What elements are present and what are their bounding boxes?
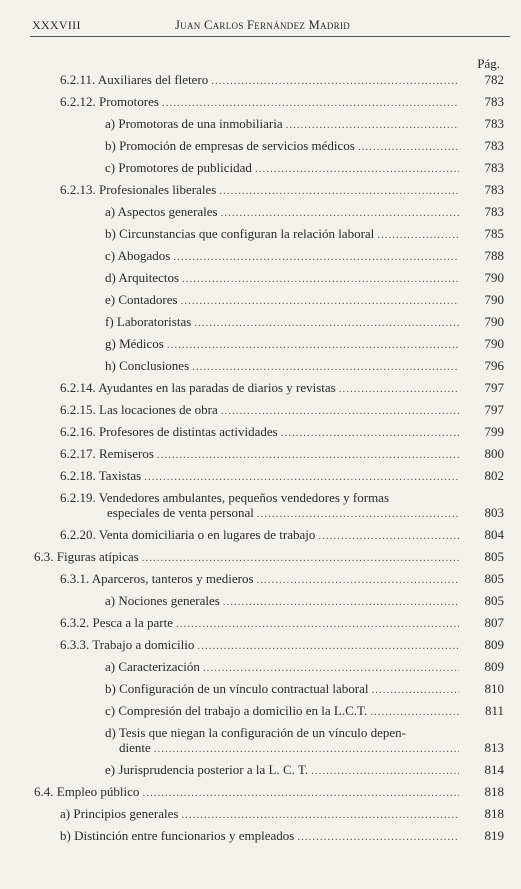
dot-leader bbox=[255, 162, 459, 177]
dot-leader bbox=[162, 96, 459, 111]
dot-leader bbox=[219, 184, 459, 199]
running-head-author: Juan Carlos Fernández Madrid bbox=[175, 18, 351, 32]
toc-entry-page: 814 bbox=[484, 762, 504, 777]
toc-entry-page: 813 bbox=[484, 740, 504, 755]
dot-leader bbox=[339, 382, 459, 397]
dot-leader bbox=[154, 742, 459, 757]
toc-entry-page: 783 bbox=[484, 182, 504, 197]
toc-entry-page: 788 bbox=[484, 248, 504, 263]
toc-entry-page: 800 bbox=[484, 446, 504, 461]
toc-entry-page: 782 bbox=[484, 72, 504, 87]
dot-leader bbox=[221, 404, 459, 419]
page-column-label: Pág. bbox=[477, 56, 500, 71]
dot-leader bbox=[297, 830, 459, 845]
toc-entry-title: g) Médicos bbox=[105, 336, 164, 351]
toc-entry-title: c) Compresión del trabajo a domicilio en la L.C.T. bbox=[105, 703, 368, 718]
toc-entry-title: 6.2.12. Promotores bbox=[60, 94, 159, 109]
toc-entry-title: 6.3.2. Pesca a la parte bbox=[60, 615, 173, 630]
dot-leader bbox=[173, 250, 459, 265]
toc-entry-page: 805 bbox=[484, 549, 504, 564]
toc-entry-page: 799 bbox=[484, 424, 504, 439]
dot-leader bbox=[181, 294, 459, 309]
toc-entry-page: 810 bbox=[484, 681, 504, 696]
toc-entry-title: 6.2.18. Taxistas bbox=[60, 468, 142, 483]
toc-entry-title: f) Laboratoristas bbox=[105, 314, 192, 329]
toc-entry-title: h) Conclusiones bbox=[105, 358, 190, 373]
toc-entry-title: a) Caracterización bbox=[105, 659, 200, 674]
toc-entry-page: 797 bbox=[484, 402, 504, 417]
toc-entry-title: 6.3. Figuras atípicas bbox=[34, 549, 139, 564]
toc-entry-title: b) Circunstancias que configuran la relación laboral bbox=[105, 226, 375, 241]
header-rule bbox=[30, 36, 510, 37]
toc-entry-title: 6.3.3. Trabajo a domicilio bbox=[60, 637, 195, 652]
toc-entry-title: 6.2.11. Auxiliares del fletero bbox=[60, 72, 209, 87]
toc-entry-page: 783 bbox=[484, 94, 504, 109]
toc-entry-page: 809 bbox=[484, 659, 504, 674]
dot-leader bbox=[192, 360, 459, 375]
toc-entry-page: 809 bbox=[484, 637, 504, 652]
toc-entry-title-continued: diente bbox=[119, 740, 151, 755]
toc-entry-title: a) Nociones generales bbox=[105, 593, 220, 608]
dot-leader bbox=[167, 338, 459, 353]
toc-entry-title: 6.3.1. Aparceros, tanteros y medieros bbox=[60, 571, 254, 586]
toc-entry-title: c) Abogados bbox=[105, 248, 171, 263]
dot-leader bbox=[221, 206, 459, 221]
toc-entry-title: 6.2.15. Las locaciones de obra bbox=[60, 402, 218, 417]
dot-leader bbox=[203, 661, 459, 676]
toc-entry-page: 790 bbox=[484, 292, 504, 307]
toc-entry-title: a) Aspectos generales bbox=[105, 204, 218, 219]
dot-leader bbox=[194, 316, 459, 331]
toc-entry-title: b) Distinción entre funcionarios y empleados bbox=[60, 828, 295, 843]
dot-leader bbox=[211, 74, 459, 89]
toc-entry-page: 811 bbox=[484, 703, 504, 718]
toc-entry-page: 802 bbox=[484, 468, 504, 483]
dot-leader bbox=[372, 683, 459, 698]
toc-entry-page: 785 bbox=[484, 226, 504, 241]
toc-entry-title: 6.2.13. Profesionales liberales bbox=[60, 182, 217, 197]
toc-entry-title: d) Tesis que niegan la configuración de un vínculo depen- bbox=[105, 725, 407, 740]
toc-entry-page: 804 bbox=[484, 527, 504, 542]
toc-entry-page: 783 bbox=[484, 138, 504, 153]
toc-entry-title: c) Promotores de publicidad bbox=[105, 160, 252, 175]
toc-entry-title: 6.2.20. Venta domiciliaria o en lugares de trabajo bbox=[60, 527, 316, 542]
toc-entry-page: 790 bbox=[484, 336, 504, 351]
toc-entry-title: a) Principios generales bbox=[60, 806, 179, 821]
toc-entry-title: 6.2.17. Remiseros bbox=[60, 446, 154, 461]
toc-entry-title: 6.2.14. Ayudantes en las paradas de diarios y revistas bbox=[60, 380, 336, 395]
dot-leader bbox=[223, 595, 459, 610]
dot-leader bbox=[257, 573, 459, 588]
dot-leader bbox=[144, 470, 459, 485]
toc-entry-page: 803 bbox=[484, 505, 504, 520]
toc-entry-page: 807 bbox=[484, 615, 504, 630]
toc-entry-title: a) Promotoras de una inmobiliaria bbox=[105, 116, 283, 131]
dot-leader bbox=[181, 808, 459, 823]
dot-leader bbox=[176, 617, 459, 632]
toc-entry-page: 783 bbox=[484, 204, 504, 219]
toc-entry-page: 790 bbox=[484, 270, 504, 285]
dot-leader bbox=[281, 426, 459, 441]
dot-leader bbox=[142, 551, 459, 566]
toc-entry-page: 819 bbox=[484, 828, 504, 843]
dot-leader bbox=[197, 639, 459, 654]
dot-leader bbox=[358, 140, 459, 155]
toc-entry-page: 805 bbox=[484, 571, 504, 586]
dot-leader bbox=[370, 705, 459, 720]
toc-entry-title: e) Contadores bbox=[105, 292, 178, 307]
dot-leader bbox=[142, 786, 459, 801]
dot-leader bbox=[377, 228, 459, 243]
toc-entry-page: 796 bbox=[484, 358, 504, 373]
dot-leader bbox=[318, 529, 459, 544]
toc-entry-title: d) Arquitectos bbox=[105, 270, 180, 285]
toc-entry-page: 805 bbox=[484, 593, 504, 608]
running-head bbox=[28, 18, 509, 38]
toc-entry-page: 818 bbox=[484, 784, 504, 799]
toc-entry-page: 783 bbox=[484, 160, 504, 175]
page-number: XXXVIII bbox=[32, 18, 81, 32]
toc-entry-title: 6.4. Empleo público bbox=[34, 784, 140, 799]
toc-entry-title: 6.2.16. Profesores de distintas actividades bbox=[60, 424, 278, 439]
dot-leader bbox=[311, 764, 459, 779]
dot-leader bbox=[257, 507, 459, 522]
toc-entry-title-continued: especiales de venta personal bbox=[107, 505, 254, 520]
toc-entry-title: b) Promoción de empresas de servicios médicos bbox=[105, 138, 355, 153]
dot-leader bbox=[182, 272, 459, 287]
toc-entry-page: 783 bbox=[484, 116, 504, 131]
toc-entry-page: 818 bbox=[484, 806, 504, 821]
toc-entry-title: b) Configuración de un vínculo contractual laboral bbox=[105, 681, 369, 696]
toc-entry-page: 790 bbox=[484, 314, 504, 329]
dot-leader bbox=[286, 118, 459, 133]
dot-leader bbox=[157, 448, 459, 463]
toc-entry-title: 6.2.19. Vendedores ambulantes, pequeños vendedores y formas bbox=[60, 490, 390, 505]
toc-entry-title: e) Jurisprudencia posterior a la L. C. T. bbox=[105, 762, 309, 777]
toc-entry-page: 797 bbox=[484, 380, 504, 395]
